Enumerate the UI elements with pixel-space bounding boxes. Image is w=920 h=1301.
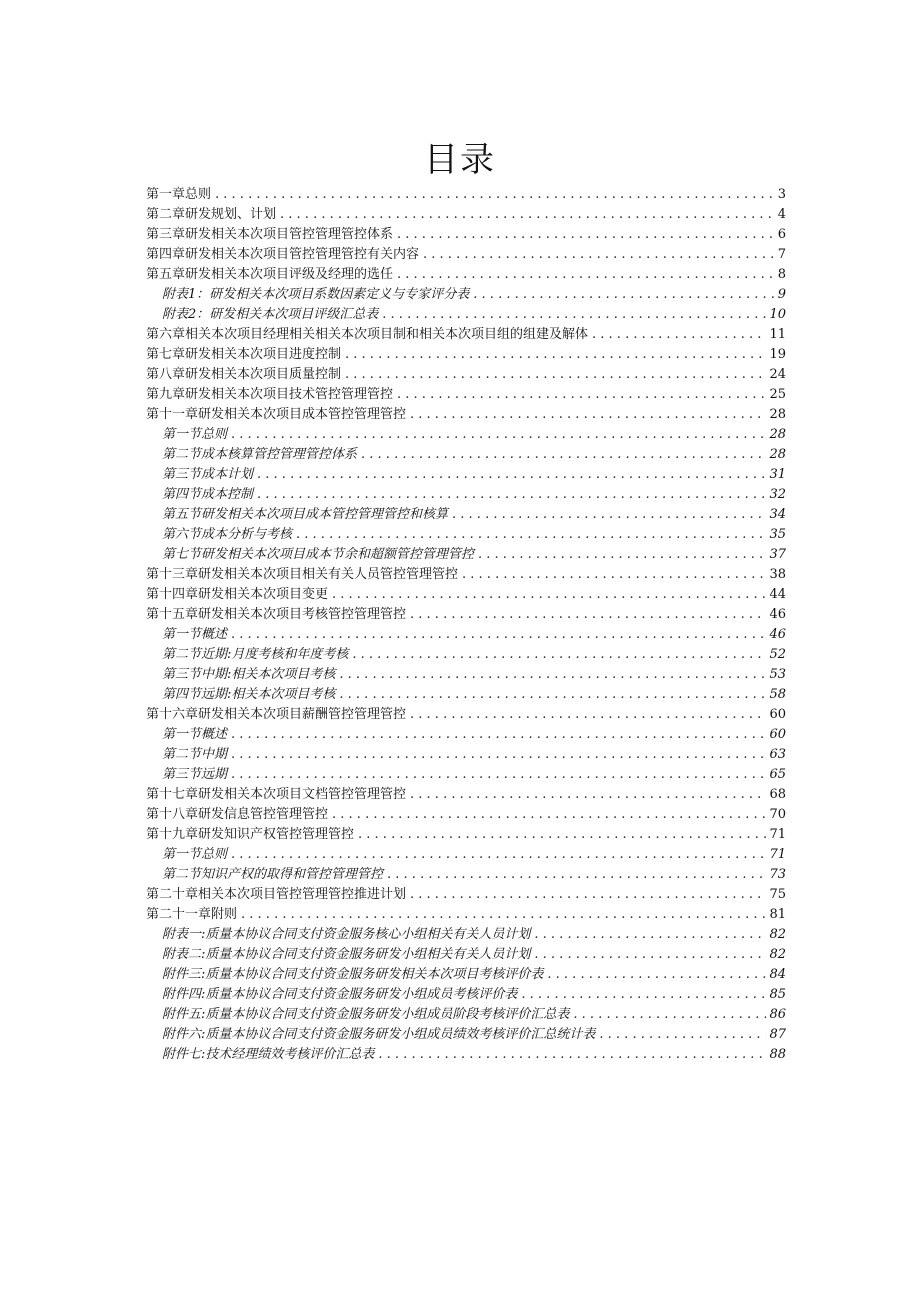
- toc-dot-leader: [573, 1005, 766, 1025]
- toc-dot-leader: [231, 765, 766, 785]
- toc-subentry[interactable]: [146, 665, 786, 685]
- toc-subentry[interactable]: [146, 725, 786, 745]
- toc-subentry[interactable]: [146, 625, 786, 645]
- toc-entry-label: 第一章总则: [146, 187, 212, 202]
- toc-entry-label: 第四节远期:相关本次项目考核: [162, 687, 336, 702]
- toc-entry-label: 第三节中期:相关本次项目考核: [162, 667, 336, 682]
- toc-page-number: 19: [769, 347, 786, 362]
- toc-entry-label: 第十一章研发相关本次项目成本管控管理管控: [146, 407, 407, 422]
- toc-dot-leader: [547, 965, 766, 985]
- toc-entry-label: 第三节远期: [162, 767, 228, 782]
- toc-entry-label: 第三节成本计划: [162, 467, 254, 482]
- toc-dot-leader: [332, 805, 766, 825]
- toc-entry-label: 第二节知识产权的取得和管控管理管控: [162, 867, 384, 882]
- toc-entry-label: 第一节概述: [162, 727, 228, 742]
- toc-page-number: 34: [769, 507, 786, 522]
- toc-dot-leader: [231, 745, 766, 765]
- toc-entry-label: 第七节研发相关本次项目成本节余和超额管控管理管控: [162, 547, 475, 562]
- toc-dot-leader: [397, 225, 775, 245]
- toc-entry-label: 第二节中期: [162, 747, 228, 762]
- toc-dot-leader: [296, 525, 766, 545]
- toc-page-number: 38: [769, 567, 786, 582]
- toc-entry-label: 第八章研发相关本次项目质量控制: [146, 367, 342, 382]
- toc-page-number: 87: [769, 1027, 786, 1042]
- toc-entry-label: 第五章研发相关本次项目评级及经理的选任: [146, 267, 394, 282]
- toc-page-number: 11: [769, 327, 786, 342]
- toc-entry-label: 第十七章研发相关本次项目文档管控管理管控: [146, 787, 407, 802]
- toc-entry-label: 附表二:质量本协议合同支付资金服务研发小组相关有关人员计划: [162, 947, 531, 962]
- toc-dot-leader: [231, 425, 766, 445]
- toc-entry[interactable]: [146, 185, 786, 205]
- toc-page-number: 31: [769, 467, 786, 482]
- toc-entry-label: 附件五:质量本协议合同支付资金服务研发小组成员阶段考核评价汇总表: [162, 1007, 570, 1022]
- toc-entry-label: 第二十一章附则: [146, 907, 238, 922]
- toc-dot-leader: [339, 685, 766, 705]
- toc-entry[interactable]: [146, 385, 786, 405]
- toc-dot-leader: [410, 785, 766, 805]
- toc-entry-label: 附件六:质量本协议合同支付资金服务研发小组成员绩效考核评价汇总统计表: [162, 1027, 596, 1042]
- toc-entry-label: 第十六章研发相关本次项目薪酬管控管理管控: [146, 707, 407, 722]
- toc-dot-leader: [231, 845, 766, 865]
- toc-page-number: 60: [769, 727, 786, 742]
- toc-entry-label: 第十八章研发信息管控管理管控: [146, 807, 329, 822]
- toc-dot-leader: [231, 625, 766, 645]
- toc-entry-label: 第二十章相关本次项目管控管理管控推进计划: [146, 887, 407, 902]
- toc-entry[interactable]: [146, 705, 786, 725]
- toc-subentry[interactable]: [146, 305, 786, 325]
- toc-entry-label: 第十五章研发相关本次项目考核管控管理管控: [146, 607, 407, 622]
- toc-dot-leader: [410, 705, 766, 725]
- toc-entry[interactable]: [146, 205, 786, 225]
- toc-page-number: 46: [769, 607, 786, 622]
- toc-dot-leader: [521, 985, 766, 1005]
- toc-dot-leader: [231, 725, 766, 745]
- toc-entry-label: 第十九章研发知识产权管控管理管控: [146, 827, 355, 842]
- toc-dot-leader: [257, 465, 766, 485]
- toc-dot-leader: [378, 1045, 766, 1065]
- toc-subentry[interactable]: [146, 1025, 786, 1045]
- toc-subentry[interactable]: [146, 425, 786, 445]
- toc-page-number: 3: [777, 187, 786, 202]
- toc-subentry[interactable]: [146, 1005, 786, 1025]
- toc-entry[interactable]: [146, 605, 786, 625]
- toc-page-number: 37: [769, 547, 786, 562]
- toc-page-number: 86: [769, 1007, 786, 1022]
- toc-page-number: 82: [769, 947, 786, 962]
- toc-page-number: 6: [777, 227, 786, 242]
- toc-page-number: 24: [769, 367, 786, 382]
- toc-entry-label: 附表一:质量本协议合同支付资金服务核心小组相关有关人员计划: [162, 927, 531, 942]
- toc-page-number: 58: [769, 687, 786, 702]
- toc-entry-label: 第四章研发相关本次项目管控管理管控有关内容: [146, 247, 420, 262]
- toc-subentry[interactable]: [146, 465, 786, 485]
- toc-page-number: 44: [769, 587, 786, 602]
- toc-dot-leader: [339, 665, 766, 685]
- toc-dot-leader: [592, 325, 766, 345]
- toc-subentry[interactable]: [146, 865, 786, 885]
- toc-subentry[interactable]: [146, 685, 786, 705]
- toc-page-number: 35: [769, 527, 786, 542]
- toc-entry-label: 附表1：研发相关本次项目系数因素定义与专家评分表: [162, 287, 470, 302]
- toc-entry-label: 第二节成本核算管控管理管控体系: [162, 447, 358, 462]
- toc-entry-label: 第三章研发相关本次项目管控管理管控体系: [146, 227, 394, 242]
- toc-entry-label: 附件三:质量本协议合同支付资金服务研发相关本次项目考核评价表: [162, 967, 544, 982]
- toc-subentry[interactable]: [146, 965, 786, 985]
- toc-dot-leader: [410, 885, 766, 905]
- toc-subentry[interactable]: [146, 645, 786, 665]
- toc-entry-label: 附件四:质量本协议合同支付资金服务研发小组成员考核评价表: [162, 987, 518, 1002]
- toc-page-number: 10: [769, 307, 786, 322]
- toc-entry[interactable]: [146, 405, 786, 425]
- toc-page-number: 75: [769, 887, 786, 902]
- toc-entry-label: 第六节成本分析与考核: [162, 527, 293, 542]
- toc-page-number: 28: [769, 447, 786, 462]
- toc-dot-leader: [257, 485, 766, 505]
- toc-page-number: 82: [769, 927, 786, 942]
- toc-page-number: 9: [777, 287, 786, 302]
- toc-dot-leader: [410, 405, 766, 425]
- toc-dot-leader: [534, 925, 766, 945]
- toc-subentry[interactable]: [146, 745, 786, 765]
- toc-list: [146, 185, 786, 1065]
- toc-entry-label: 第二节近期:月度考核和年度考核: [162, 647, 349, 662]
- toc-page-number: 46: [769, 627, 786, 642]
- toc-dot-leader: [382, 305, 766, 325]
- toc-entry-label: 第十四章研发相关本次项目变更: [146, 587, 329, 602]
- toc-page-number: 65: [769, 767, 786, 782]
- toc-dot-leader: [387, 865, 766, 885]
- toc-dot-leader: [599, 1025, 766, 1045]
- toc-page-number: 81: [769, 907, 786, 922]
- toc-entry[interactable]: [146, 805, 786, 825]
- toc-entry[interactable]: [146, 905, 786, 925]
- toc-entry-label: 附件七:技术经理绩效考核评价汇总表: [162, 1047, 375, 1062]
- toc-entry-label: 第十三章研发相关本次项目相关有关人员管控管理管控: [146, 567, 459, 582]
- toc-dot-leader: [410, 605, 766, 625]
- toc-dot-leader: [352, 645, 766, 665]
- toc-entry-label: 第四节成本控制: [162, 487, 254, 502]
- toc-dot-leader: [473, 285, 774, 305]
- toc-entry[interactable]: [146, 225, 786, 245]
- toc-page-number: 8: [777, 267, 786, 282]
- toc-dot-leader: [332, 585, 766, 605]
- toc-entry-label: 第一节概述: [162, 627, 228, 642]
- toc-subentry[interactable]: [146, 945, 786, 965]
- toc-page-number: 71: [769, 847, 786, 862]
- toc-entry-label: 第一节总则: [162, 847, 228, 862]
- toc-entry[interactable]: [146, 265, 786, 285]
- toc-entry-label: 第七章研发相关本次项目进度控制: [146, 347, 342, 362]
- toc-dot-leader: [452, 505, 766, 525]
- toc-entry[interactable]: [146, 585, 786, 605]
- toc-entry[interactable]: [146, 785, 786, 805]
- toc-entry-label: 第一节总则: [162, 427, 228, 442]
- toc-page-number: 63: [769, 747, 786, 762]
- toc-dot-leader: [397, 385, 766, 405]
- toc-page-number: 52: [769, 647, 786, 662]
- toc-page-number: 70: [769, 807, 786, 822]
- toc-page-number: 32: [769, 487, 786, 502]
- toc-entry-label: 第五节研发相关本次项目成本管控管理管控和核算: [162, 507, 449, 522]
- toc-entry-label: 第九章研发相关本次项目技术管控管理管控: [146, 387, 394, 402]
- toc-entry[interactable]: [146, 325, 786, 345]
- toc-dot-leader: [215, 185, 775, 205]
- toc-entry-label: 附表2：研发相关本次项目评级汇总表: [162, 307, 379, 322]
- toc-entry[interactable]: [146, 245, 786, 265]
- toc-entry-label: 第二章研发规划、计划: [146, 207, 277, 222]
- toc-page-number: 84: [769, 967, 786, 982]
- toc-page-number: 85: [769, 987, 786, 1002]
- toc-dot-leader: [462, 565, 766, 585]
- toc-dot-leader: [280, 205, 775, 225]
- toc-page-number: 4: [777, 207, 786, 222]
- toc-page-number: 28: [769, 427, 786, 442]
- toc-page-number: 28: [769, 407, 786, 422]
- toc-page-number: 25: [769, 387, 786, 402]
- toc-dot-leader: [534, 945, 766, 965]
- toc-page-number: 60: [769, 707, 786, 722]
- toc-subentry[interactable]: [146, 545, 786, 565]
- toc-subentry[interactable]: [146, 485, 786, 505]
- toc-page-number: 7: [777, 247, 786, 262]
- toc-entry[interactable]: [146, 345, 786, 365]
- toc-dot-leader: [423, 245, 775, 265]
- toc-dot-leader: [397, 265, 775, 285]
- toc-page-number: 71: [769, 827, 786, 842]
- toc-subentry[interactable]: [146, 765, 786, 785]
- toc-page-number: 53: [769, 667, 786, 682]
- toc-dot-leader: [478, 545, 766, 565]
- toc-page-number: 73: [769, 867, 786, 882]
- toc-subentry[interactable]: [146, 505, 786, 525]
- toc-subentry[interactable]: [146, 285, 786, 305]
- toc-subentry[interactable]: [146, 925, 786, 945]
- toc-title: 目录: [424, 140, 496, 180]
- toc-dot-leader: [241, 905, 766, 925]
- toc-subentry[interactable]: [146, 845, 786, 865]
- toc-dot-leader: [345, 365, 766, 385]
- toc-entry[interactable]: [146, 885, 786, 905]
- toc-entry-label: 第六章相关本次项目经理相关相关本次项目制和相关本次项目组的组建及解体: [146, 327, 589, 342]
- toc-subentry[interactable]: [146, 525, 786, 545]
- toc-entry[interactable]: [146, 565, 786, 585]
- toc-entry[interactable]: [146, 825, 786, 845]
- toc-dot-leader: [358, 825, 766, 845]
- toc-page-number: 68: [769, 787, 786, 802]
- toc-subentry[interactable]: [146, 1045, 786, 1065]
- toc-dot-leader: [361, 445, 766, 465]
- toc-dot-leader: [345, 345, 766, 365]
- toc-subentry[interactable]: [146, 445, 786, 465]
- toc-entry[interactable]: [146, 365, 786, 385]
- toc-page-number: 88: [769, 1047, 786, 1062]
- toc-subentry[interactable]: [146, 985, 786, 1005]
